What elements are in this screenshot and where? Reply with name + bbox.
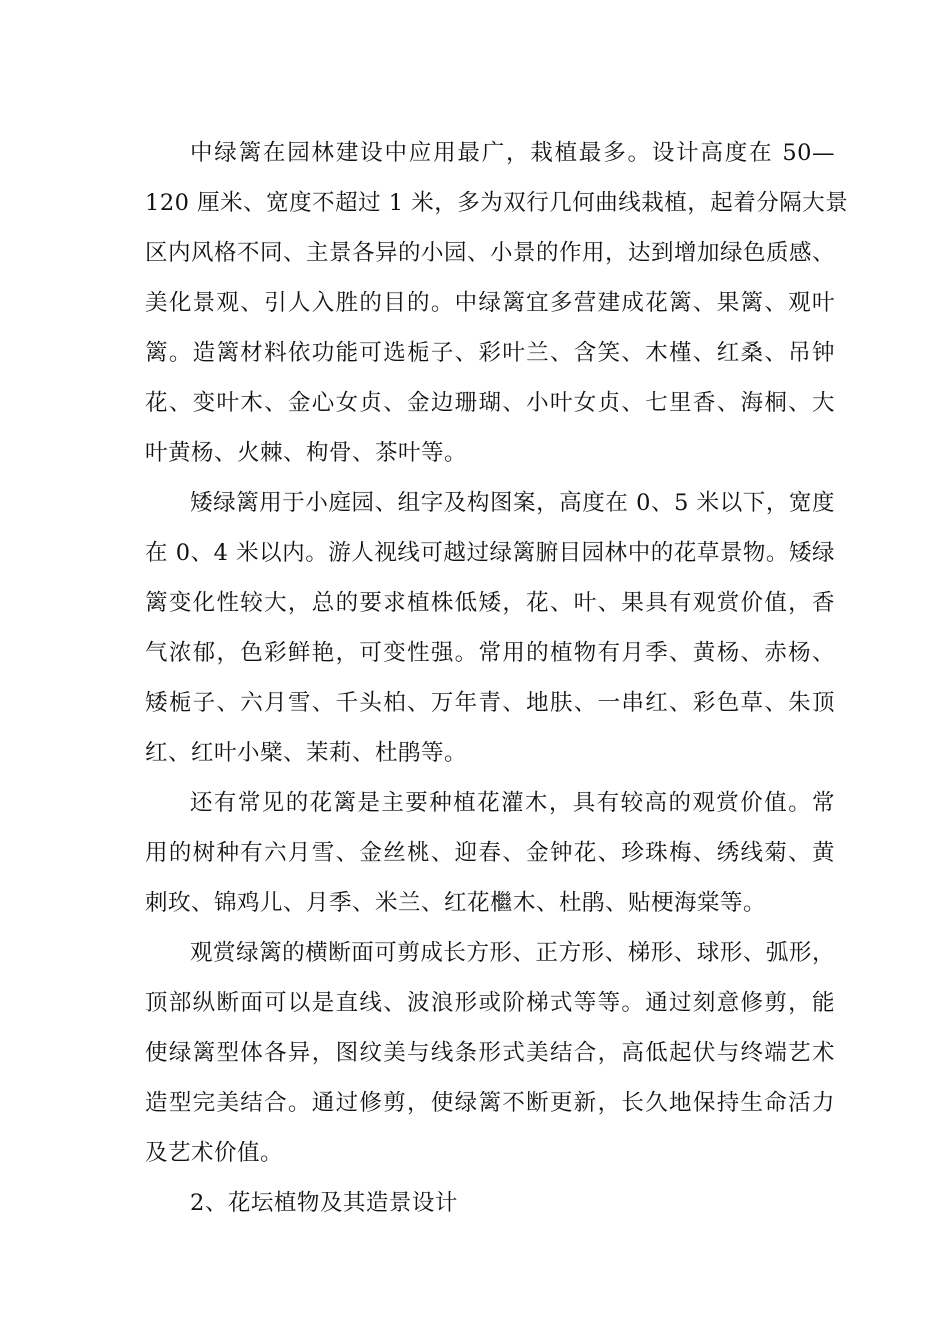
- text-line: 叶黄杨、火棘、枸骨、茶叶等。: [145, 440, 468, 466]
- document-body: [145, 128, 849, 1228]
- text-line: 120 厘米、宽度不超过 1 米，多为双行几何曲线栽植，起着分隔大景: [145, 190, 849, 216]
- text-line: 篱。造篱材料依功能可选栀子、彩叶兰、含笑、木槿、红桑、吊钟: [145, 340, 835, 366]
- paragraph-flower-hedge: [145, 778, 835, 928]
- text-line: 观赏绿篱的横断面可剪成长方形、正方形、梯形、球形、弧形，: [190, 940, 835, 966]
- text-line: 篱变化性较大，总的要求植株低矮，花、叶、果具有观赏价值，香: [145, 590, 835, 616]
- section-heading: 2、花坛植物及其造景设计: [190, 1190, 458, 1216]
- text-line: 矮栀子、六月雪、千头柏、万年青、地肤、一串红、彩色草、朱顶: [145, 690, 835, 716]
- text-line: 造型完美结合。通过修剪，使绿篱不断更新，长久地保持生命活力: [145, 1090, 835, 1116]
- text-line: 刺玫、锦鸡儿、月季、米兰、红花檵木、杜鹃、贴梗海棠等。: [145, 890, 767, 916]
- text-line: 气浓郁，色彩鲜艳，可变性强。常用的植物有月季、黄杨、赤杨、: [145, 640, 835, 666]
- paragraph-ornamental-hedge: [145, 928, 835, 1178]
- paragraph-low-hedge: [145, 478, 835, 778]
- text-line: 美化景观、引人入胜的目的。中绿篱宜多营建成花篱、果篱、观叶: [145, 290, 835, 316]
- text-line: 矮绿篱用于小庭园、组字及构图案，高度在 0、5 米以下，宽度: [190, 490, 835, 516]
- text-line: 红、红叶小檗、茉莉、杜鹃等。: [145, 740, 468, 766]
- text-line: 在 0、4 米以内。游人视线可越过绿篱腑目园林中的花草景物。矮绿: [145, 540, 835, 566]
- text-line: 中绿篱在园林建设中应用最广，栽植最多。设计高度在 50—: [190, 140, 835, 166]
- text-line: 花、变叶木、金心女贞、金边珊瑚、小叶女贞、七里香、海桐、大: [145, 390, 835, 416]
- text-line: 用的树种有六月雪、金丝桃、迎春、金钟花、珍珠梅、绣线菊、黄: [145, 840, 835, 866]
- text-line: 区内风格不同、主景各异的小园、小景的作用，达到增加绿色质感、: [145, 240, 836, 266]
- text-line: 使绿篱型体各异，图纹美与线条形式美结合，高低起伏与终端艺术: [145, 1040, 835, 1066]
- text-line: 还有常见的花篱是主要种植花灌木，具有较高的观赏价值。常: [190, 790, 835, 816]
- text-line: 顶部纵断面可以是直线、波浪形或阶梯式等等。通过刻意修剪，能: [145, 990, 835, 1016]
- text-line: 及艺术价值。: [145, 1140, 284, 1166]
- paragraph-medium-hedge: [145, 128, 849, 478]
